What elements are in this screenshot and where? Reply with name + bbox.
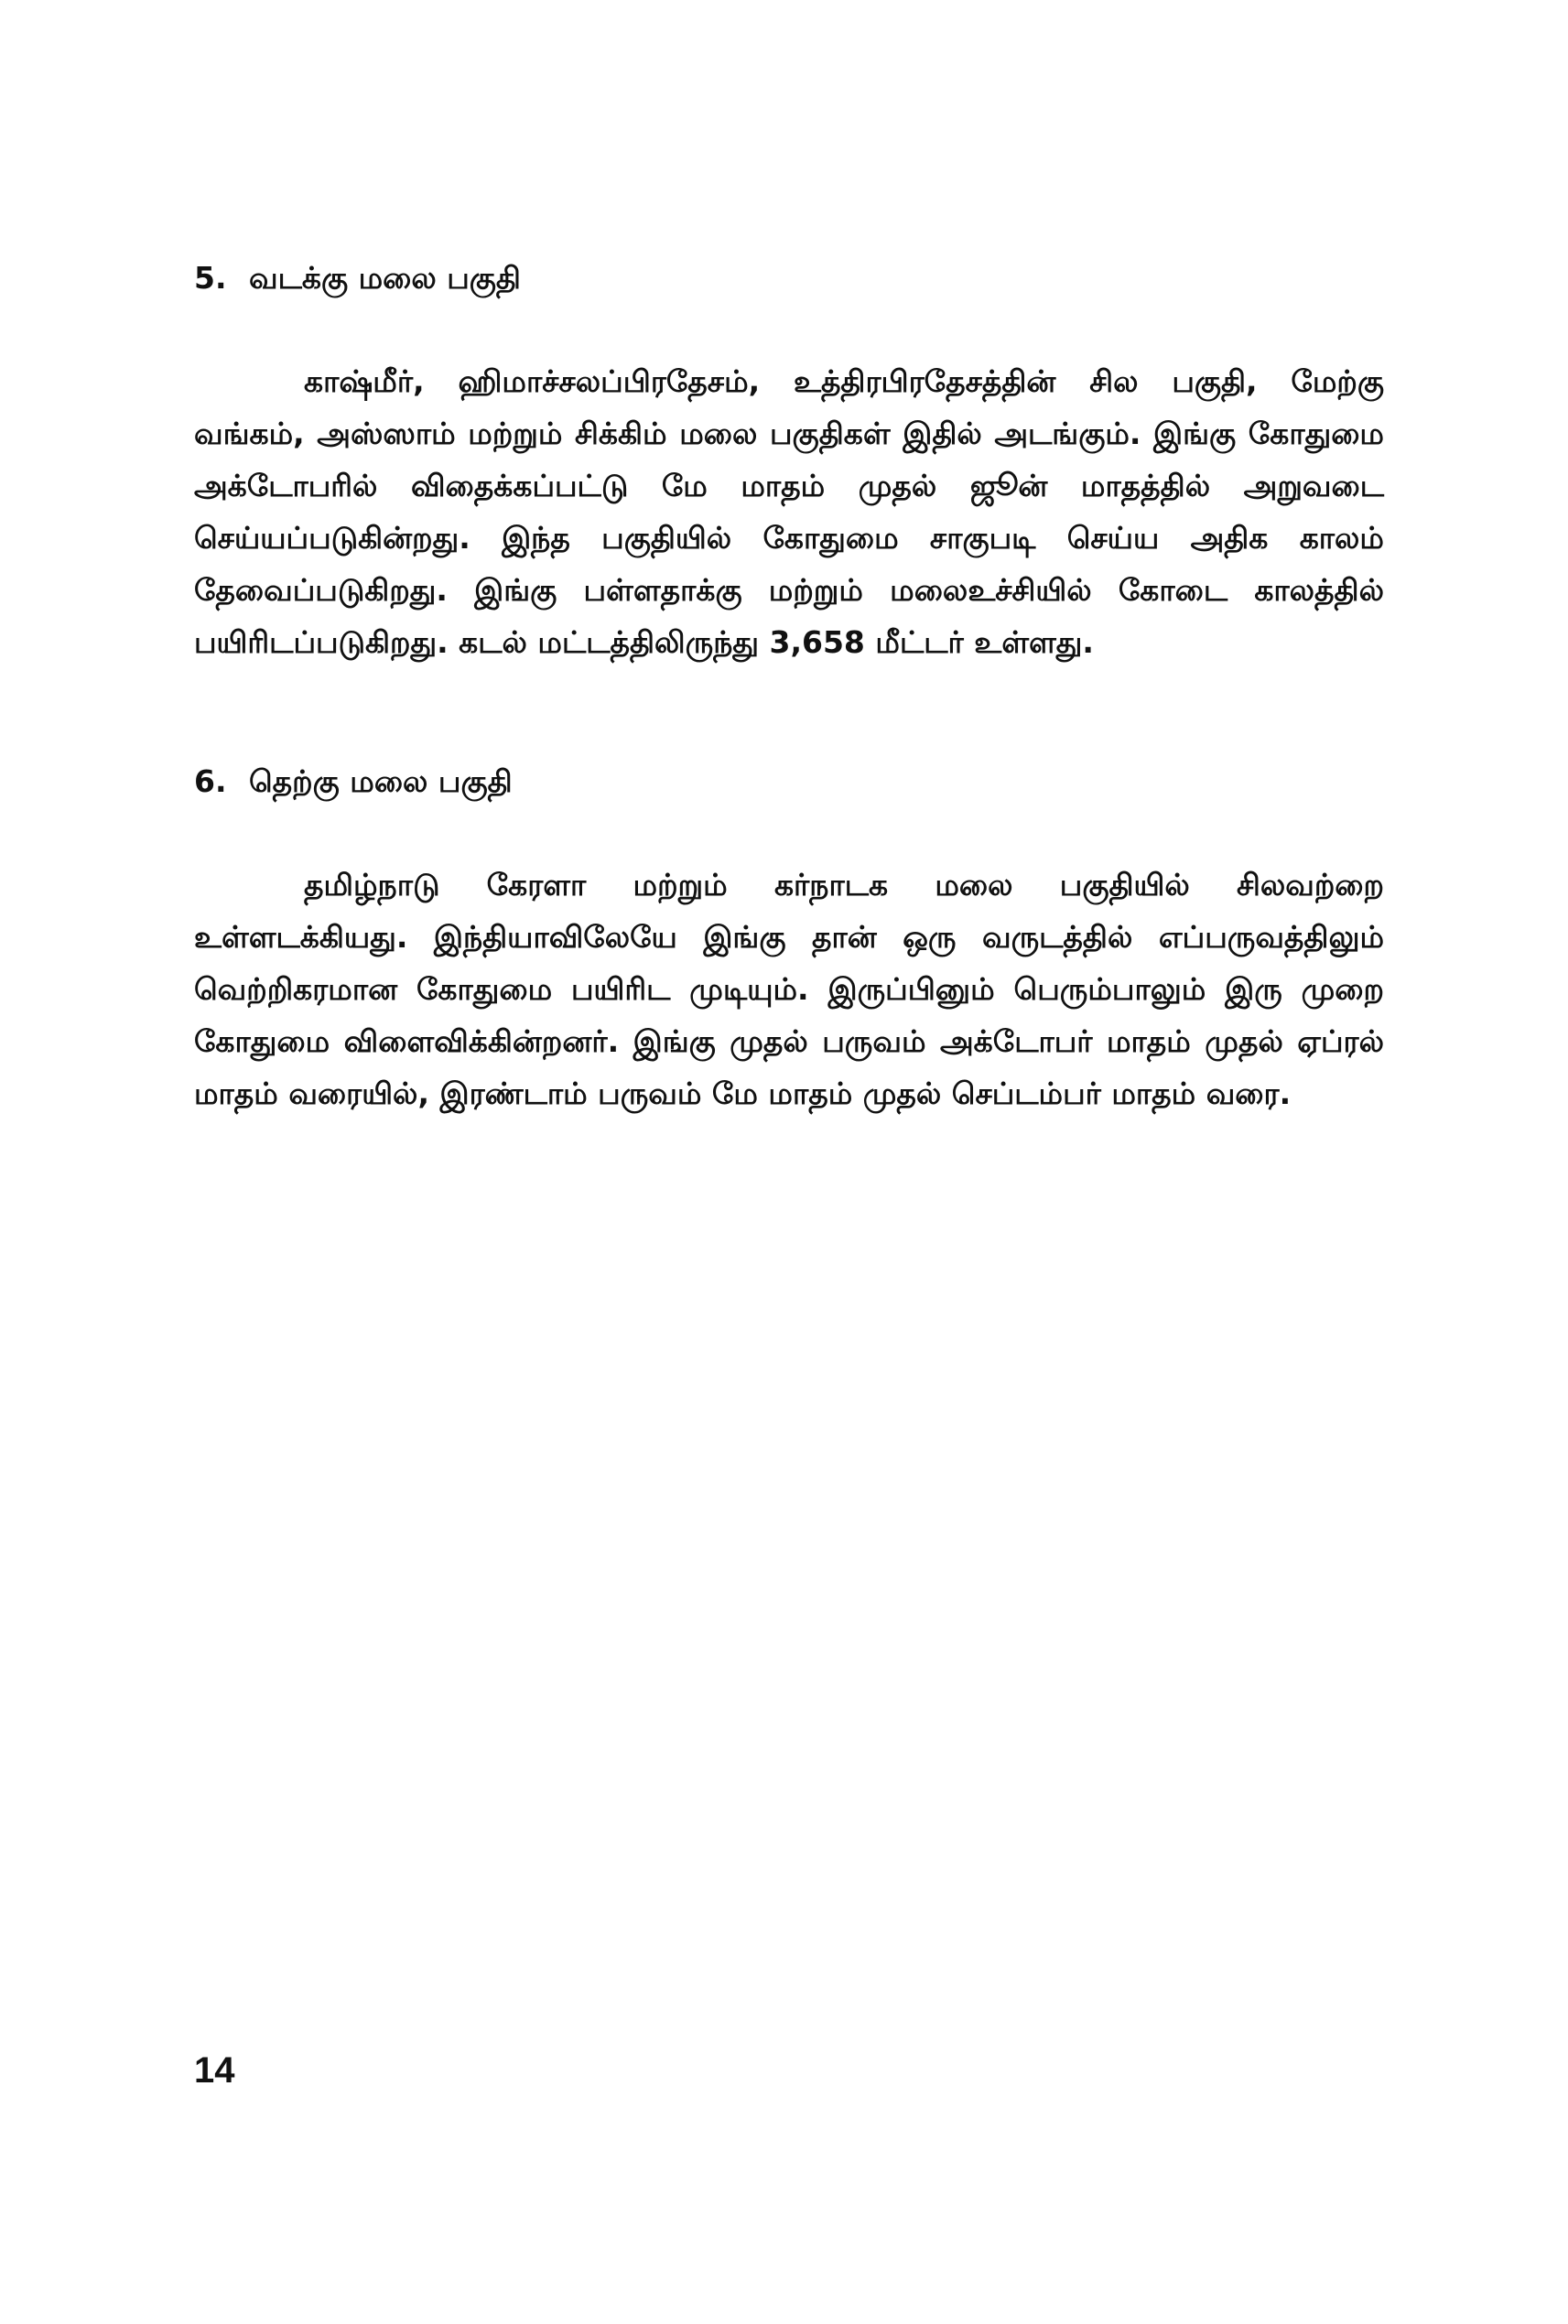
section-northern-hills — [194, 256, 1384, 668]
section-heading — [194, 760, 1384, 804]
page-number: 14 — [194, 2050, 235, 2091]
section-number: 6. — [194, 763, 227, 799]
section-paragraph: காஷ்மீர், ஹிமாச்சலப்பிரதேசம், உத்திரபிரதேசத்தின் சில பகுதி, மேற்கு வங்கம், அஸ்ஸாம் மற்றும் சிக்கிம் மலை பகுதிகள் இதில் அடங்கும். இங்கு கோதுமை அக்டோபரில் விதைக்கப்பட்டு மே மாதம் முதல் ஜூன் மாதத்தில் அறுவடை செய்யப்படுகின்றது. இந்த பகுதியில் கோதுமை சாகுபடி செய்ய அதிக காலம் தேவைப்படுகிறது. இங்கு பள்ளதாக்கு மற்றும் மலைஉச்சியில் கோடை காலத்தில் பயிரிடப்படுகிறது. கடல் மட்டத்திலிருந்து 3,658 மீட்டர் உள்ளது. — [194, 363, 1384, 660]
section-title: தெற்கு மலை பகுதி — [249, 763, 513, 799]
section-heading — [194, 256, 1384, 300]
section-number: 5. — [194, 260, 227, 296]
section-paragraph: தமிழ்நாடு கேரளா மற்றும் கர்நாடக மலை பகுதியில் சிலவற்றை உள்ளடக்கியது. இந்தியாவிலேயே இங்கு தான் ஒரு வருடத்தில் எப்பருவத்திலும் வெற்றிகரமான கோதுமை பயிரிட முடியும். இருப்பினும் பெரும்பாலும் இரு முறை கோதுமை விளைவிக்கின்றனர். இங்கு முதல் பருவம் அக்டோபர் மாதம் முதல் ஏப்ரல் மாதம் வரையில், இரண்டாம் பருவம் மே மாதம் முதல் செப்டம்பர் மாதம் வரை. — [194, 867, 1384, 1111]
section-title: வடக்கு மலை பகுதி — [249, 260, 521, 296]
section-southern-hills — [194, 760, 1384, 1119]
